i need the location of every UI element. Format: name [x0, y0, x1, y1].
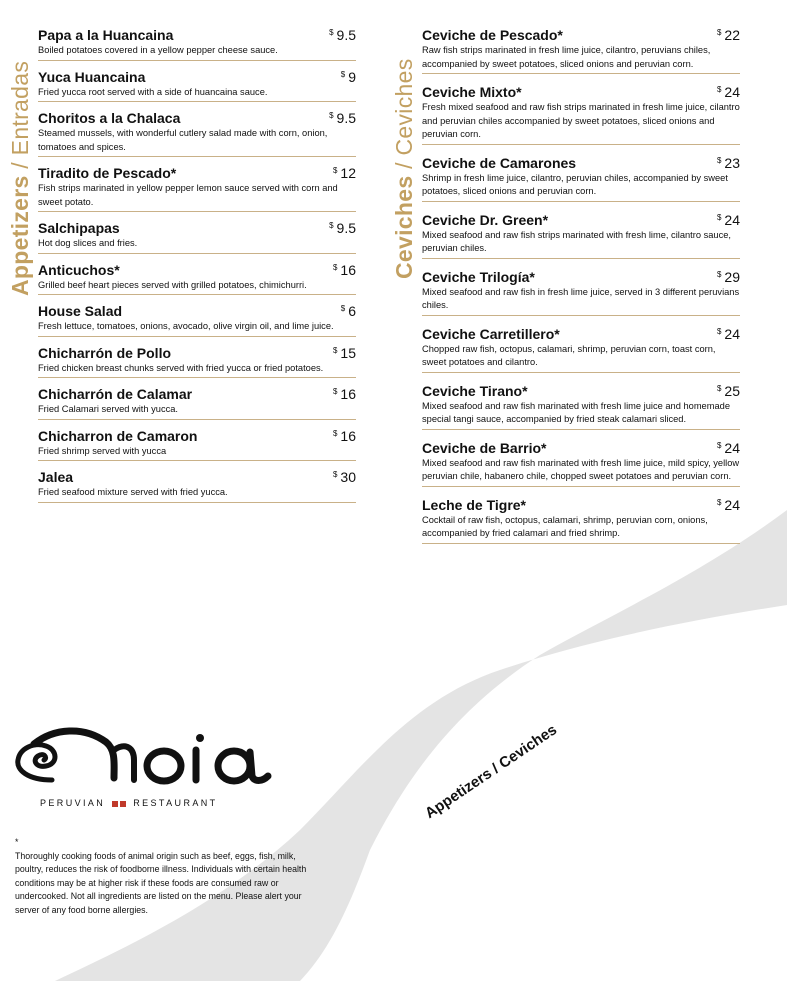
price-value: 23: [724, 154, 740, 171]
allergy-footnote: [15, 836, 315, 918]
menu-item: [38, 110, 356, 157]
footnote-text: Thoroughly cooking foods of animal origin such as beef, eggs, fish, milk, poultry, reduces the risk of foodborne illness. Individuals with certain health conditions may be at higher risk if these foods are consumed raw or undercooked. Not all ingredients are listed on the menu. Please alert your server of any food borne allergies.: [15, 850, 307, 915]
price-value: 16: [340, 386, 356, 402]
currency-symbol: $: [716, 155, 722, 165]
menu-item-name: Chicharrón de Calamar: [38, 386, 193, 402]
menu-item-price: [717, 383, 740, 399]
price-value: 6: [348, 303, 356, 319]
menu-item: [422, 27, 740, 74]
price-value: 24: [724, 84, 740, 100]
ceviches-list: [422, 27, 740, 554]
menu-item-price: [341, 69, 356, 85]
currency-symbol: $: [332, 470, 338, 479]
menu-item-name: Salchipapas: [38, 220, 120, 236]
menu-item: [38, 303, 356, 337]
menu-item-name: Ceviche de Barrio*: [422, 439, 547, 456]
ceviches-title: Ceviches: [391, 175, 417, 279]
menu-item-price: [717, 440, 740, 456]
menu-item-price: [333, 345, 356, 361]
menu-item-name: Anticuchos*: [38, 261, 120, 278]
currency-symbol: $: [716, 212, 722, 222]
menu-item-name: Choritos a la Chalaca: [38, 110, 181, 126]
menu-item: [38, 220, 356, 254]
menu-item: [422, 326, 740, 373]
menu-item-name: Ceviche de Pescado*: [422, 27, 563, 43]
price-value: 16: [340, 427, 356, 444]
menu-item-price: [717, 326, 740, 342]
menu-item-price: [329, 220, 356, 236]
currency-symbol: $: [332, 428, 338, 438]
currency-symbol: $: [716, 269, 722, 279]
currency-symbol: $: [340, 304, 346, 313]
menu-item: [422, 155, 740, 202]
menu-item-description: Mixed seafood and raw fish strips marinated with fresh lime, cilantro sauce, peruvian chiles.: [422, 229, 731, 253]
menu-item-description: Shrimp in fresh lime juice, cilantro, peruvian chiles, accompanied by sweet potatoes, sliced onions and peruvian corn.: [422, 172, 728, 196]
price-value: 24: [724, 325, 740, 342]
menu-item-price: [333, 165, 356, 181]
menu-item-price: [717, 27, 740, 43]
price-value: 9.5: [336, 110, 356, 126]
menu-item-price: [717, 497, 740, 513]
menu-item: [38, 469, 356, 503]
menu-item-description: Fresh mixed seafood and raw fish strips marinated in fresh lime juice, cilantro and peruvian chiles accompanied by sweet potatoes, sliced onions and peruvian corn.: [422, 102, 740, 139]
menu-item: [422, 84, 740, 145]
price-value: 22: [724, 27, 740, 43]
menu-item: [422, 269, 740, 316]
price-value: 9.5: [336, 220, 356, 236]
menu-item-description: Grilled beef heart pieces served with grilled potatoes, chimichurri.: [38, 279, 307, 290]
menu-item-name: Yuca Huancaina: [38, 68, 146, 85]
currency-symbol: $: [329, 111, 334, 120]
ceviches-section-label: Ceviches / Ceviches: [391, 58, 417, 279]
ceviches-subtitle: Ceviches: [391, 58, 417, 156]
menu-item-name: Ceviche Trilogía*: [422, 268, 535, 285]
menu-item-description: Cocktail of raw fish, octopus, calamari, shrimp, peruvian corn, onions, accompanied by fried calamari and fried shrimp.: [422, 514, 708, 538]
appetizers-list: [38, 27, 356, 511]
tagline-separator: [111, 798, 127, 808]
menu-item-description: Chopped raw fish, octopus, calamari, shrimp, peruvian corn, toast corn, sweet potatoes and cilantro.: [422, 343, 716, 367]
menu-item-description: Raw fish strips marinated in fresh lime juice, cilantro, peruvians chiles, accompanied by sweet potatoes, sliced onions and peruvian corn.: [422, 45, 711, 69]
menu-item-price: [329, 110, 356, 126]
menu-item-name: Ceviche Mixto*: [422, 84, 522, 100]
currency-symbol: $: [329, 28, 334, 37]
menu-item-name: Ceviche Tirano*: [422, 382, 528, 399]
menu-item-price: [333, 428, 356, 444]
menu-item-description: Fried seafood mixture served with fried yucca.: [38, 487, 228, 497]
moia-logo: [14, 720, 274, 795]
menu-item-price: [717, 84, 740, 100]
menu-item-name: Leche de Tigre*: [422, 496, 527, 513]
menu-item-description: Fish strips marinated in yellow pepper lemon sauce served with corn and sweet potato.: [38, 183, 338, 207]
appetizers-title: Appetizers: [7, 175, 33, 296]
menu-item-price: [717, 155, 740, 171]
menu-item: [38, 69, 356, 103]
menu-item: [422, 212, 740, 259]
menu-item-name: Papa a la Huancaina: [38, 27, 174, 43]
menu-item-name: Chicharrón de Pollo: [38, 344, 172, 361]
menu-item: [422, 383, 740, 430]
menu-item: [38, 345, 356, 379]
tagline-left: PERUVIAN: [40, 798, 106, 808]
menu-item: [38, 165, 356, 212]
price-value: 15: [340, 344, 356, 361]
price-value: 16: [340, 261, 356, 278]
menu-item-description: Steamed mussels, with wonderful cutlery salad made with corn, onion, tomatoes and spices.: [38, 128, 328, 152]
menu-item: [422, 497, 740, 544]
menu-item: [38, 428, 356, 462]
price-value: 9.5: [336, 27, 356, 43]
price-value: 29: [724, 268, 740, 285]
currency-symbol: $: [340, 69, 346, 79]
currency-symbol: $: [716, 85, 722, 94]
menu-item-name: Ceviche Carretillero*: [422, 325, 560, 342]
currency-symbol: $: [716, 28, 722, 37]
menu-item-name: Chicharron de Camaron: [38, 427, 198, 444]
menu-item-price: [333, 386, 356, 402]
price-value: 25: [724, 382, 740, 399]
currency-symbol: $: [329, 221, 334, 230]
currency-symbol: $: [716, 497, 722, 507]
currency-symbol: $: [716, 326, 722, 336]
menu-item-description: Fried chicken breast chunks served with fried yucca or fried potatoes.: [38, 362, 324, 373]
menu-item-price: [333, 262, 356, 278]
menu-item-name: House Salad: [38, 303, 123, 319]
menu-item-price: [717, 212, 740, 228]
menu-item-description: Fried yucca root served with a side of huancaina sauce.: [38, 86, 268, 97]
page-section-label: Appetizers / Ceviches: [422, 721, 561, 823]
menu-item: [422, 440, 740, 487]
menu-item: [38, 386, 356, 420]
currency-symbol: $: [332, 262, 338, 272]
menu-item-price: [717, 269, 740, 285]
menu-item: [38, 262, 356, 296]
price-value: 9: [348, 68, 356, 85]
logo-text: Moia: [14, 720, 17, 721]
currency-symbol: $: [332, 387, 338, 396]
menu-item-price: [329, 27, 356, 43]
menu-item-description: Hot dog slices and fries.: [38, 238, 138, 248]
tagline-right: RESTAURANT: [133, 798, 218, 808]
price-value: 12: [340, 165, 356, 181]
price-value: 24: [724, 439, 740, 456]
menu-item-price: [333, 469, 356, 485]
menu-item-description: Mixed seafood and raw fish marinated with fresh lime juice and homemade special tangi sauce, accompanied by fried steak calamari sliced.: [422, 400, 730, 424]
menu-item-name: Jalea: [38, 469, 74, 485]
menu-item-name: Ceviche de Camarones: [422, 154, 577, 171]
currency-symbol: $: [716, 383, 722, 393]
menu-item-description: Fried Calamari served with yucca.: [38, 404, 179, 414]
menu-item-description: Boiled potatoes covered in a yellow pepper cheese sauce.: [38, 45, 278, 55]
menu-item-name: Ceviche Dr. Green*: [422, 211, 549, 228]
appetizers-section-label: Appetizers / Entradas: [7, 60, 33, 296]
price-value: 24: [724, 496, 740, 513]
footnote-marker: *: [15, 837, 19, 847]
menu-item-description: Fried shrimp served with yucca: [38, 445, 167, 456]
menu-item-description: Fresh lettuce, tomatoes, onions, avocado, olive virgin oil, and lime juice.: [38, 321, 334, 331]
menu-item-description: Mixed seafood and raw fish in fresh lime juice, served in 3 different peruvians chiles.: [422, 286, 740, 310]
currency-symbol: $: [332, 166, 338, 175]
tagline: [40, 798, 218, 808]
menu-item: [38, 27, 356, 61]
price-value: 24: [724, 211, 740, 228]
currency-symbol: $: [332, 345, 338, 355]
currency-symbol: $: [716, 440, 722, 450]
menu-item-price: [341, 303, 356, 319]
menu-item-description: Mixed seafood and raw fish marinated with fresh lime juice, mild spicy, yellow peruvian chile, habanero chile, chopped sweet potatoes and peruvian corn.: [422, 457, 740, 481]
appetizers-subtitle: Entradas: [7, 60, 33, 156]
price-value: 30: [340, 469, 356, 485]
menu-item-name: Tiradito de Pescado*: [38, 165, 177, 181]
